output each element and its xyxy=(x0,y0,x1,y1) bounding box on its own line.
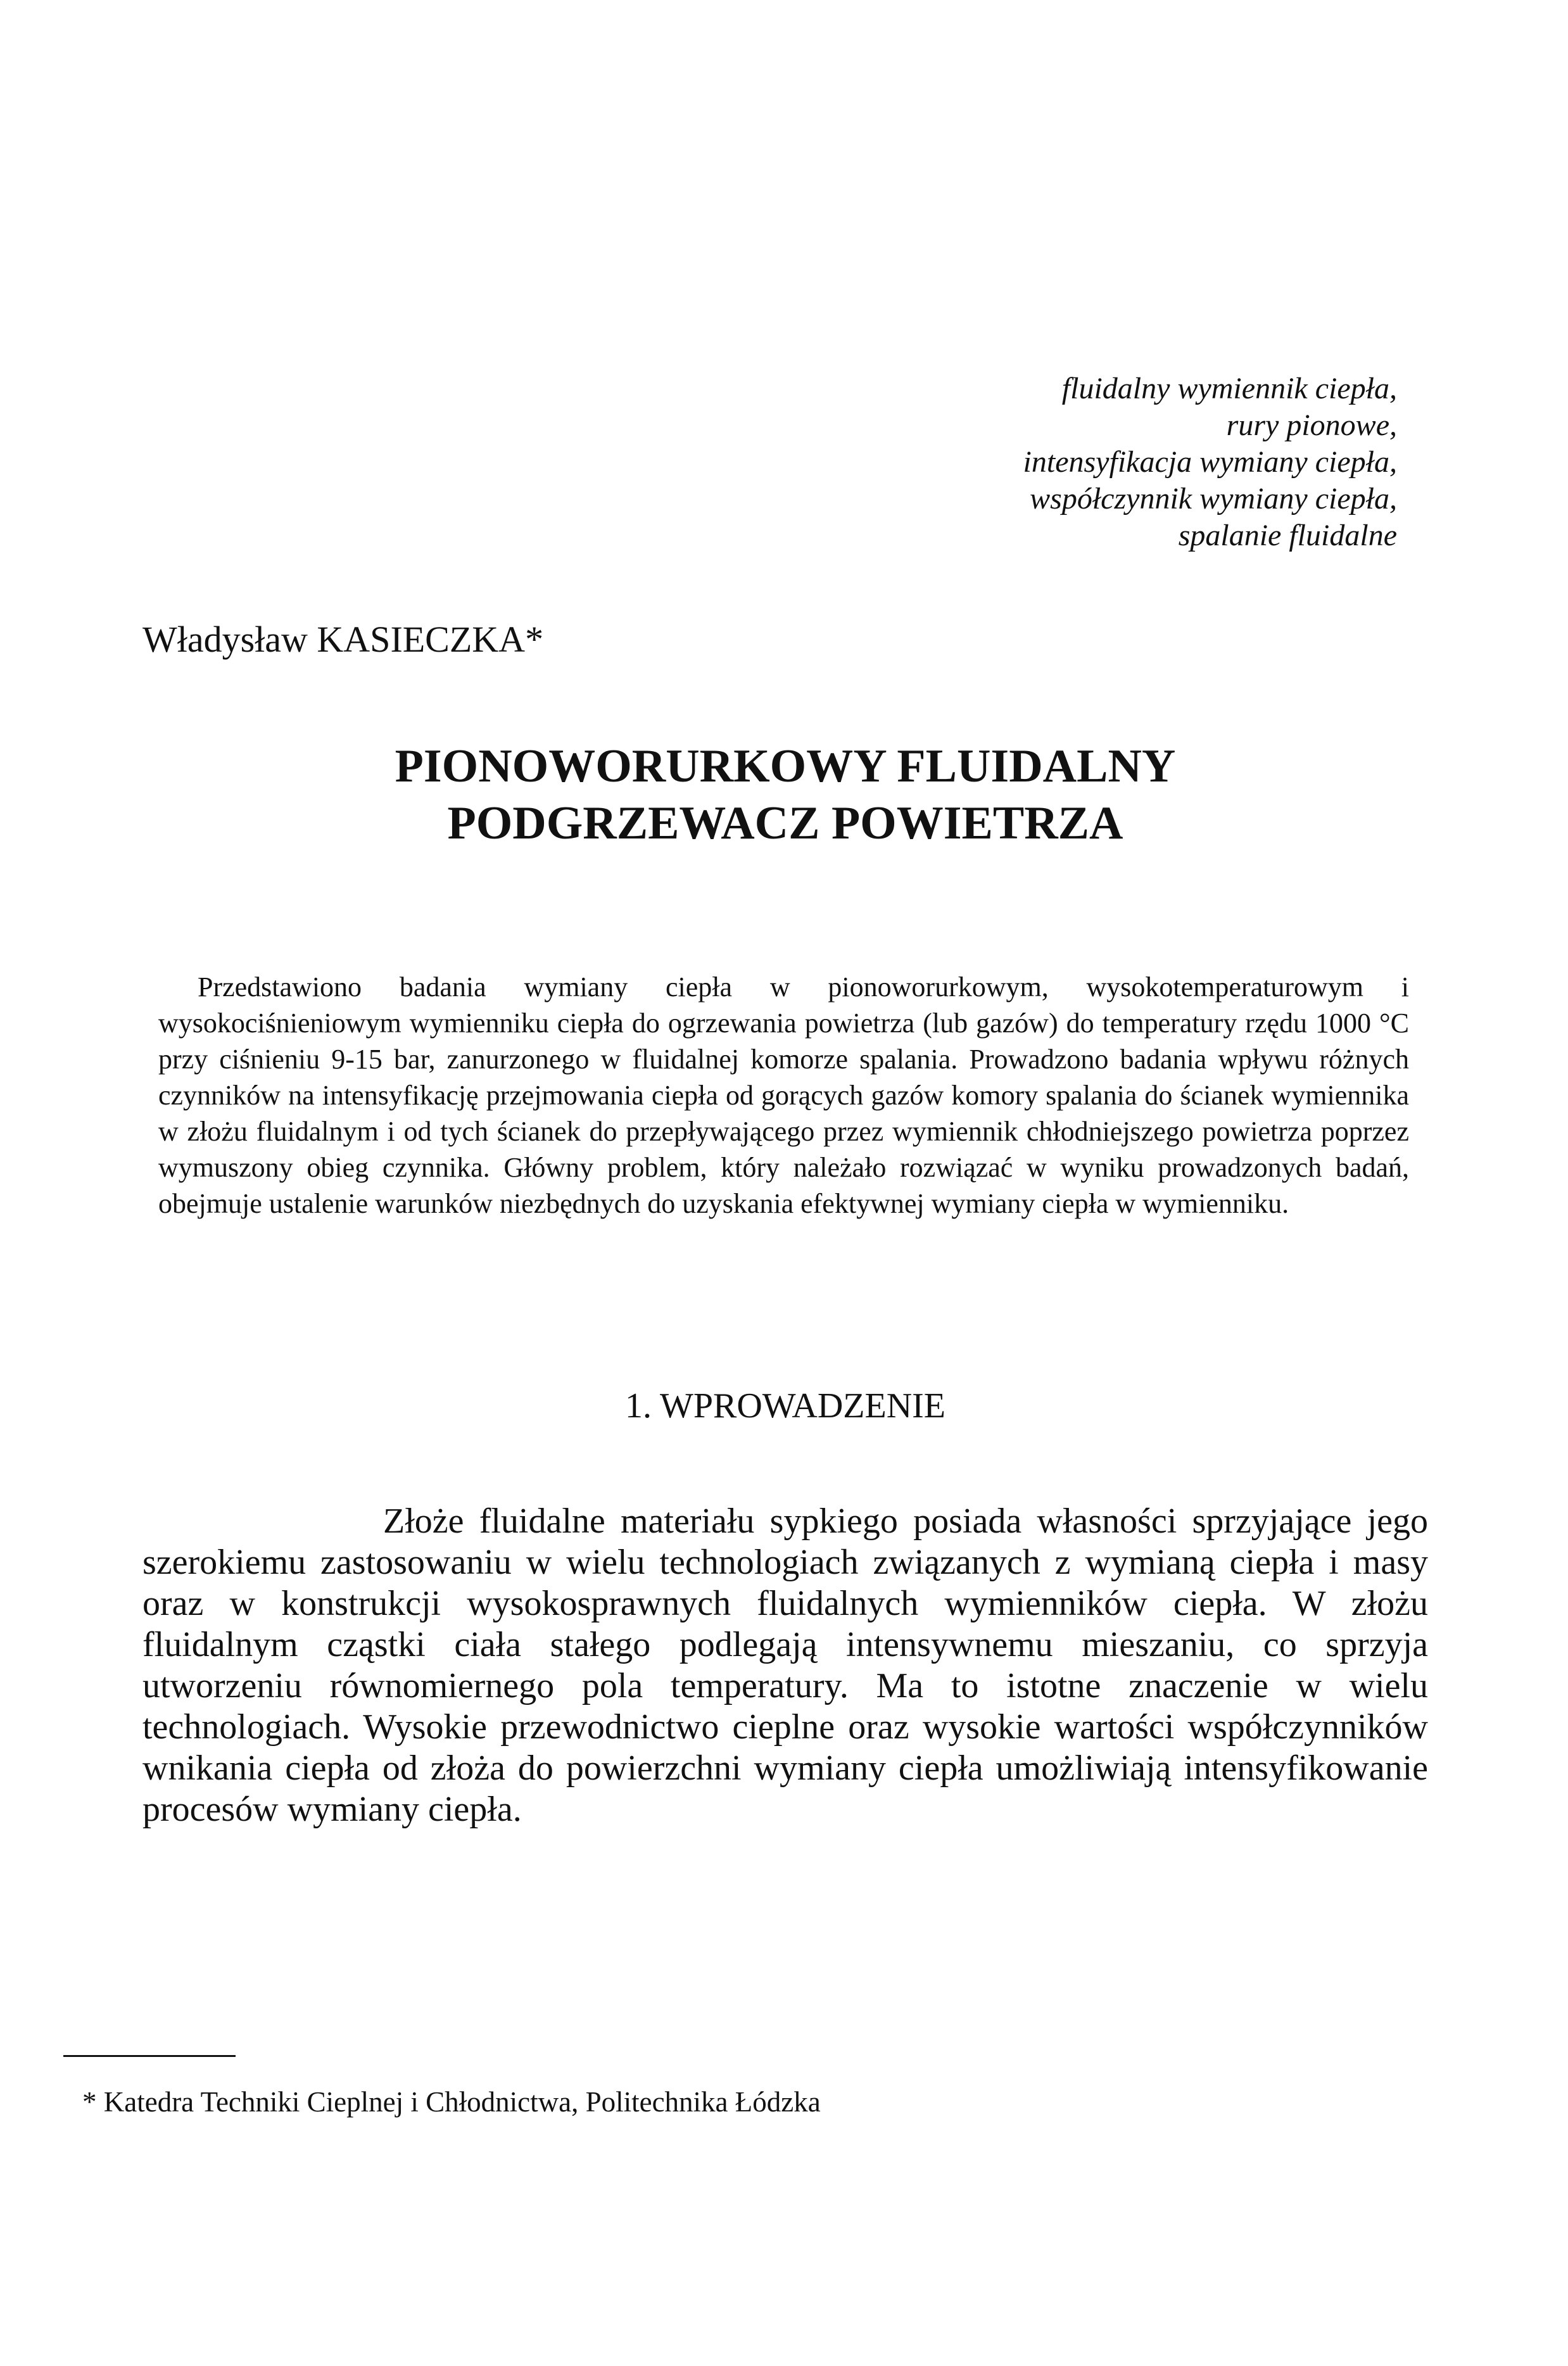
section-heading: 1. WPROWADZENIE xyxy=(624,1386,946,1426)
footnote-text: * Katedra Techniki Cieplnej i Chłodnictwa, Politechnika Łódzka xyxy=(82,2086,821,2118)
keyword-line: rury pionowe, xyxy=(1226,408,1397,442)
keyword-line: współczynnik wymiany ciepła, xyxy=(1030,482,1397,516)
paper-title xyxy=(142,738,1428,852)
keyword-line: spalanie fluidalne xyxy=(1178,519,1397,552)
author-name: Władysław KASIECZKA* xyxy=(142,619,544,660)
body-paragraph: Złoże fluidalne materiału sypkiego posiada własności sprzyjające jego szerokiemu zastosowaniu w wielu technologiach związanych z wymianą ciepła i masy oraz w konstrukcji wysokosprawnych fluidalnych wymienników ciepła. W złożu fluidalnym cząstki ciała stałego podlegają intensywnemu mieszaniu, co sprzyja utworzeniu równomiernego pola temperatury. Ma to istotne znaczenie w wielu technologiach. Wysokie przewodnictwo cieplne oraz wysokie wartości współczynników wnikania ciepła od złoża do powierzchni wymiany ciepła umożliwiają intensyfikowanie procesów wymiany ciepła. xyxy=(142,1502,1428,1829)
title-line: PODGRZEWACZ POWIETRZA xyxy=(447,797,1123,849)
footnote-divider xyxy=(63,2055,236,2057)
title-line: PIONOWORURKOWY FLUIDALNY xyxy=(395,740,1176,792)
keyword-line: fluidalny wymiennik ciepła, xyxy=(1061,372,1397,405)
keyword-line: intensyfikacja wymiany ciepła, xyxy=(1023,445,1397,479)
abstract-paragraph: Przedstawiono badania wymiany ciepła w pionoworurkowym, wysokotemperaturowym i wysokociśnieniowym wymienniku ciepła do ogrzewania powietrza (lub gazów) do temperatury rzędu 1000 °C przy ciśnieniu 9-15 bar, zanurzonego w fluidalnej komorze spalania. Prowadzono badania wpływu różnych czynników na intensyfikację przejmowania ciepła od gorących gazów komory spalania do ścianek wymiennika w złożu fluidalnym i od tych ścianek do przepływającego przez wymiennik chłodniejszego powietrza poprzez wymuszony obieg czynnika. Główny problem, który należało rozwiązać w wyniku prowadzonych badań, obejmuje ustalenie warunków niezbędnych do uzyskania efektywnej wymiany ciepła w wymienniku. xyxy=(158,971,1409,1219)
keywords-block xyxy=(700,370,1397,554)
